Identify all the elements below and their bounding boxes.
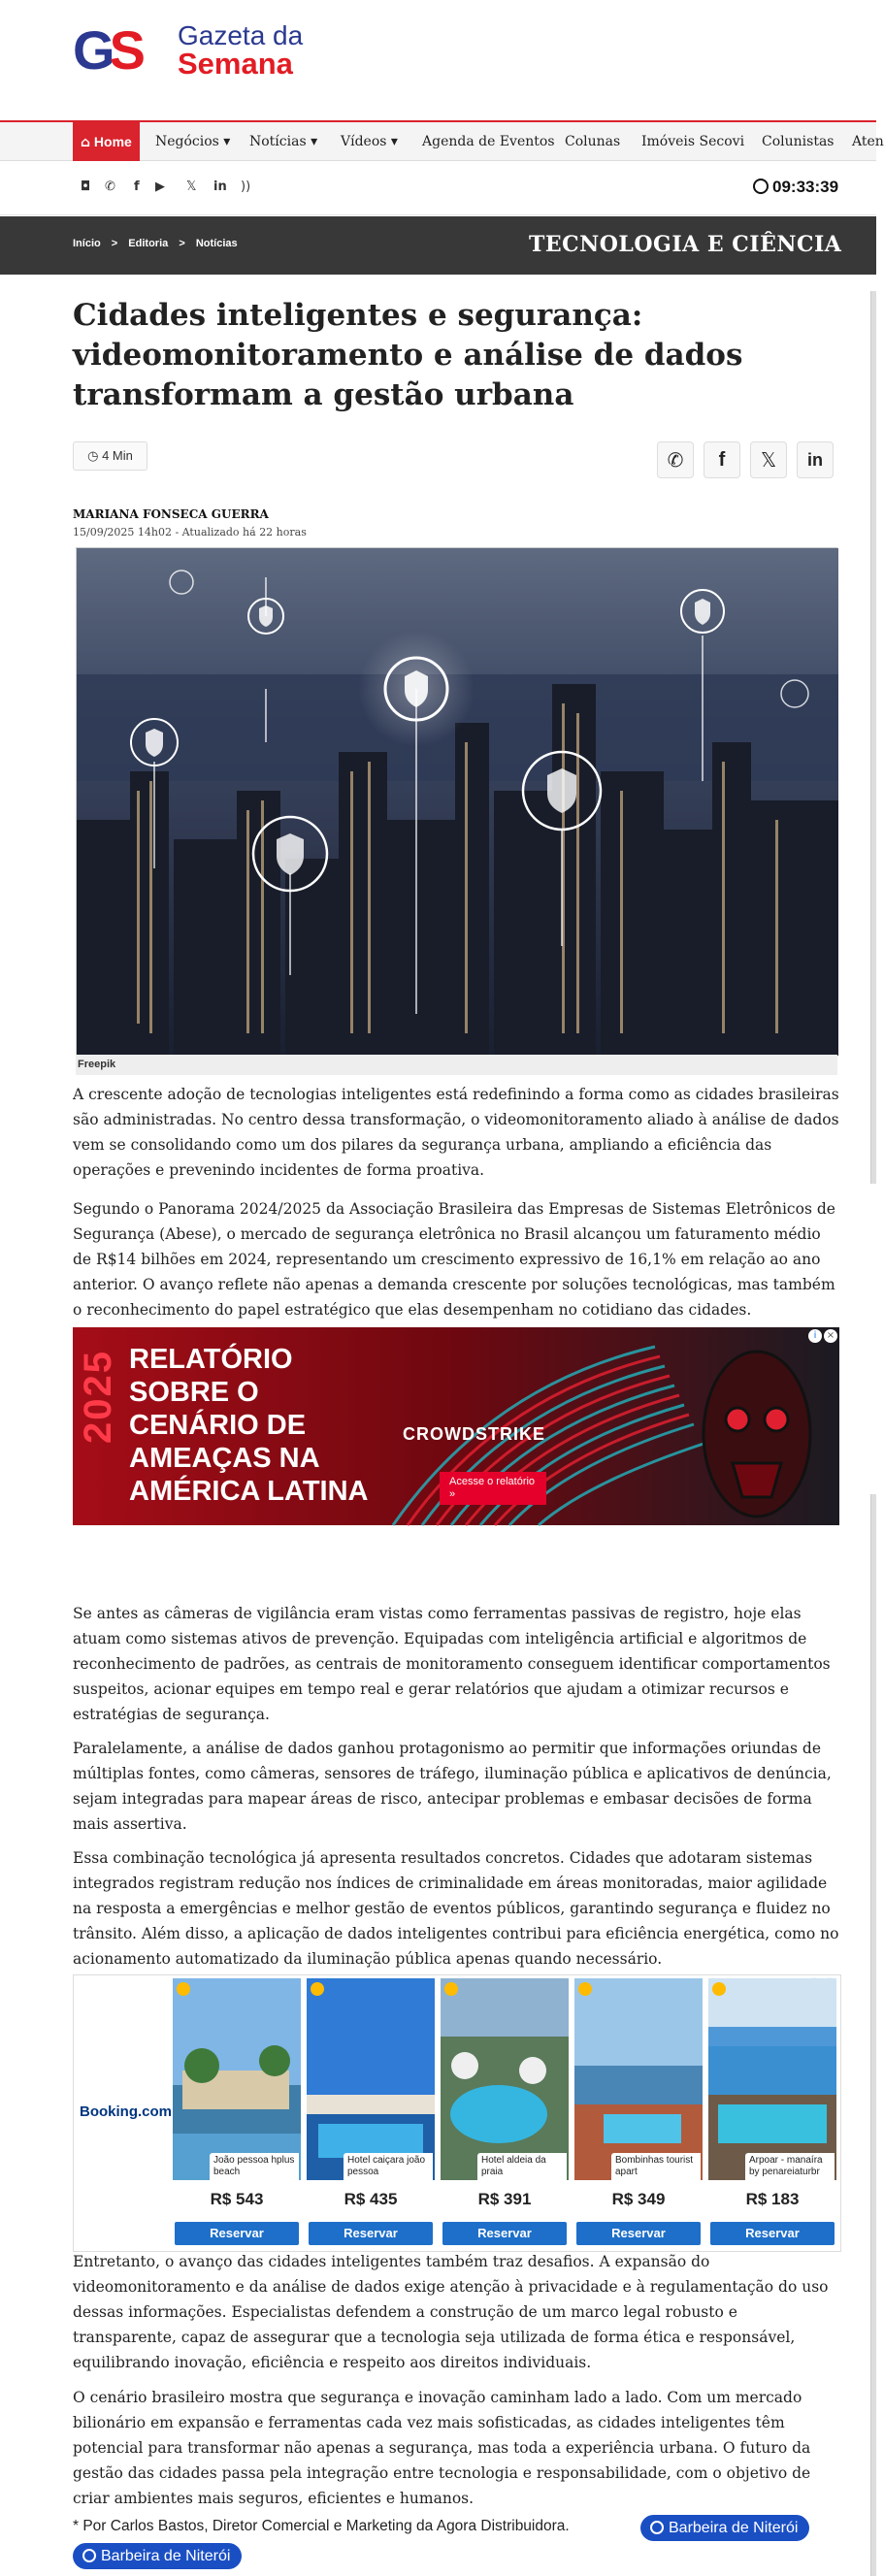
reserve-button[interactable]: Reservar	[309, 2222, 433, 2245]
main-nav	[0, 122, 884, 161]
whatsapp-icon[interactable]: ✆	[105, 179, 115, 194]
share-whatsapp-button[interactable]	[657, 441, 694, 478]
hotel-photo	[307, 1978, 435, 2180]
whatsapp-icon: ✆	[667, 448, 684, 472]
ad-year: 2025	[77, 1350, 119, 1444]
hotel-price: R$ 349	[611, 2190, 666, 2208]
article-paragraph: O cenário brasileiro mostra que segurança e inovação caminham lado a lado. Com um mercado bilionário em expansão e ferramentas cada vez mais sofisticadas, as cidades inteligentes têm potencial para transformar não apenas a segurança, mas toda a experiência urbana. O futuro da gestão das cidades passa pela integração entre tecnologia e responsabilidade, com o objetivo de criar ambientes mais seguros, eficientes e humanos.	[73, 2389, 811, 2507]
nav-imoveis[interactable]: Imóveis Secovi	[641, 134, 745, 149]
nav-aten[interactable]: Aten	[852, 134, 884, 149]
hotel-name: João pessoa hplus beach	[210, 2153, 299, 2180]
ad-cta-button[interactable]: Acesse o relatório »	[440, 1472, 546, 1505]
logo-mark: GS	[73, 19, 140, 81]
breadcrumb-home[interactable]: Início	[73, 238, 101, 249]
booking-ad[interactable]	[73, 1974, 841, 2252]
hotel-photo	[574, 1978, 703, 2180]
floating-link-button[interactable]: Barbeira de Niterói	[73, 2543, 242, 2569]
breadcrumb-editoria[interactable]: Editoria	[128, 238, 169, 249]
hotel-price: R$ 183	[745, 2190, 800, 2208]
category-title: TECNOLOGIA E CIÊNCIA	[529, 232, 842, 257]
hotel-card[interactable]	[173, 1978, 301, 2248]
nav-noticias[interactable]: Notícias ▾	[249, 134, 318, 149]
rss-icon[interactable]: ))	[241, 179, 251, 194]
clock: 09:33:39	[753, 178, 838, 197]
article-paragraph: Segundo o Panorama 2024/2025 da Associação Brasileira das Empresas de Sistemas Eletrônicos de Segurança (Abese), o mercado de segurança eletrônica no Brasil alcançou um faturamento médio de R$14 bilhões em 2024, representando um crescimento expressivo de 16,1% em relação ao ano anterior. O avanço reflete não apenas a demanda crescente por soluções tecnológicas, mas também o reconhecimento do papel estratégico que elas desempenham no cotidiano das cidades.	[73, 1200, 835, 1319]
sidebar-edge	[870, 1494, 876, 2576]
favorite-icon[interactable]	[311, 1982, 324, 1996]
hotel-price: R$ 543	[210, 2190, 264, 2208]
article-paragraph: A crescente adoção de tecnologias inteligentes está redefinindo a forma como as cidades brasileiras são administradas. No centro dessa transformação, o videomonitoramento aliado à análise de dados vem se consolidando como um dos pilares da segurança urbana, ampliando a eficiência das operações e prevenindo incidentes de forma proativa.	[73, 1086, 839, 1179]
reserve-button[interactable]: Reservar	[442, 2222, 567, 2245]
nav-home[interactable]: ⌂ Home	[73, 122, 140, 161]
facebook-icon: f	[718, 449, 726, 471]
hotel-price: R$ 435	[344, 2190, 398, 2208]
reserve-button[interactable]: Reservar	[710, 2222, 835, 2245]
breadcrumb-separator: >	[179, 238, 185, 249]
article-author[interactable]: MARIANA FONSECA GUERRA	[73, 507, 269, 521]
hotel-name: Hotel aldeia da praia	[477, 2153, 567, 2180]
nav-agenda[interactable]: Agenda de Eventos	[422, 134, 555, 149]
sidebar-edge	[870, 291, 876, 1184]
breadcrumb	[73, 238, 246, 249]
article-paragraph: Essa combinação tecnológica já apresenta resultados concretos. Cidades que adotaram sistemas integrados registram redução nos índices de criminalidade em áreas monitoradas, maior agilidade na resposta a emergências e melhor gestão de eventos públicos, garantindo segurança e fluidez no trânsito. Além disso, a aplicação de dados inteligentes contribui para eficiência energética, como no acionamento automatizado da iluminação pública apenas quando necessário.	[73, 1849, 839, 1968]
article-credit: * Por Carlos Bastos, Diretor Comercial e Marketing da Agora Distribuidora.	[73, 2518, 570, 2534]
reserve-button[interactable]: Reservar	[576, 2222, 701, 2245]
x-icon[interactable]: 𝕏	[186, 179, 197, 194]
read-time-badge: ◷ 4 Min	[73, 441, 147, 471]
article-date: 15/09/2025 14h02 - Atualizado há 22 horas	[73, 526, 307, 538]
home-icon: ⌂	[81, 135, 91, 150]
nav-colunas[interactable]: Colunas	[565, 134, 621, 149]
nav-colunistas[interactable]: Colunistas	[762, 134, 835, 149]
x-icon: 𝕏	[760, 448, 777, 472]
ad-close-icon[interactable]: ×	[824, 1329, 837, 1343]
hotel-name: Arpoar - manaíra by penareiaturbr	[745, 2153, 835, 2180]
image-caption: Freepik	[76, 1055, 837, 1075]
hotel-photo	[173, 1978, 301, 2180]
hotel-price: R$ 391	[477, 2190, 532, 2208]
hotel-card[interactable]	[441, 1978, 569, 2248]
crowdstrike-logo: CROWDSTRIKE	[403, 1424, 545, 1444]
hotel-name: Bombinhas tourist apart	[611, 2153, 701, 2180]
hotel-card[interactable]	[574, 1978, 703, 2248]
youtube-icon[interactable]: ▶	[155, 179, 165, 194]
share-linkedin-button[interactable]	[797, 441, 834, 478]
article-paragraph: Paralelamente, a análise de dados ganhou protagonismo ao permitir que informações oriundas de múltiplas fontes, como câmeras, sensores de tráfego, iluminação pública e aplicativos de denúncia, sejam integradas para mapear áreas de risco, antecipar problemas e embasar decisões de forma mais assertiva.	[73, 1740, 832, 1833]
booking-logo: Booking.com	[80, 2103, 173, 2120]
favorite-icon[interactable]	[712, 1982, 726, 1996]
ad-headline: RELATÓRIO SOBRE O CENÁRIO DE AMEAÇAS NA AMÉRICA LATINA	[129, 1344, 369, 1507]
hotel-photo	[441, 1978, 569, 2180]
reserve-button[interactable]: Reservar	[175, 2222, 299, 2245]
hotel-name: Hotel caiçara joão pessoa	[344, 2153, 433, 2180]
favorite-icon[interactable]	[177, 1982, 190, 1996]
breadcrumb-noticias[interactable]: Notícias	[195, 238, 238, 249]
logo-name-line1: Gazeta da	[178, 20, 304, 50]
linkedin-icon: in	[807, 450, 823, 470]
city-skyline-illustration	[77, 548, 838, 1056]
instagram-icon[interactable]: ◘	[81, 179, 91, 194]
hotel-photo	[708, 1978, 836, 2180]
article-hero-image	[76, 547, 837, 1055]
floating-link-button[interactable]: Barbeira de Niterói	[640, 2515, 809, 2541]
article-paragraph: Entretanto, o avanço das cidades inteligentes também traz desafios. A expansão do videomonitoramento e da análise de dados exige atenção à privacidade e à regulamentação do uso dessas informações. Especialistas defendem a construção de um marco legal robusto e transparente, capaz de assegurar que a tecnologia seja utilizada de forma ética e responsável, equilibrando inovação, eficiência e respeito aos direitos individuais.	[73, 2253, 829, 2371]
article-paragraph: Se antes as câmeras de vigilância eram vistas como ferramentas passivas de registro, hoje elas atuam como sistemas ativos de prevenção. Equipadas com inteligência artificial e algoritmos de reconhecimento de padrões, as centrais de monitoramento conseguem identificar comportamentos suspeitos, acionar equipes em tempo real e gerar relatórios que ajudam a otimizar recursos e estratégias de segurança.	[73, 1605, 831, 1723]
share-facebook-button[interactable]	[704, 441, 740, 478]
hotel-card[interactable]	[708, 1978, 836, 2248]
location-icon	[82, 2549, 96, 2562]
facebook-icon[interactable]: f	[134, 179, 140, 194]
clock-icon	[753, 179, 769, 194]
category-bar	[0, 216, 876, 275]
nav-negocios[interactable]: Negócios ▾	[155, 134, 231, 149]
location-icon	[650, 2521, 664, 2534]
crowdstrike-ad-banner[interactable]	[73, 1327, 839, 1525]
hotel-card[interactable]	[307, 1978, 435, 2248]
clock-icon: ◷	[87, 449, 99, 464]
ad-info-icon[interactable]: i	[808, 1329, 822, 1343]
social-bar	[0, 162, 876, 215]
favorite-icon[interactable]	[444, 1982, 458, 1996]
share-x-button[interactable]	[750, 441, 787, 478]
nav-videos[interactable]: Vídeos ▾	[341, 134, 398, 149]
article-title: Cidades inteligentes e segurança: videomonitoramento e análise de dados transformam a gestão urbana	[73, 298, 743, 412]
favorite-icon[interactable]	[578, 1982, 592, 1996]
logo-name-line2: Semana	[178, 47, 293, 81]
linkedin-icon[interactable]: in	[213, 179, 227, 194]
site-logo[interactable]	[73, 17, 325, 80]
breadcrumb-separator: >	[111, 238, 118, 249]
